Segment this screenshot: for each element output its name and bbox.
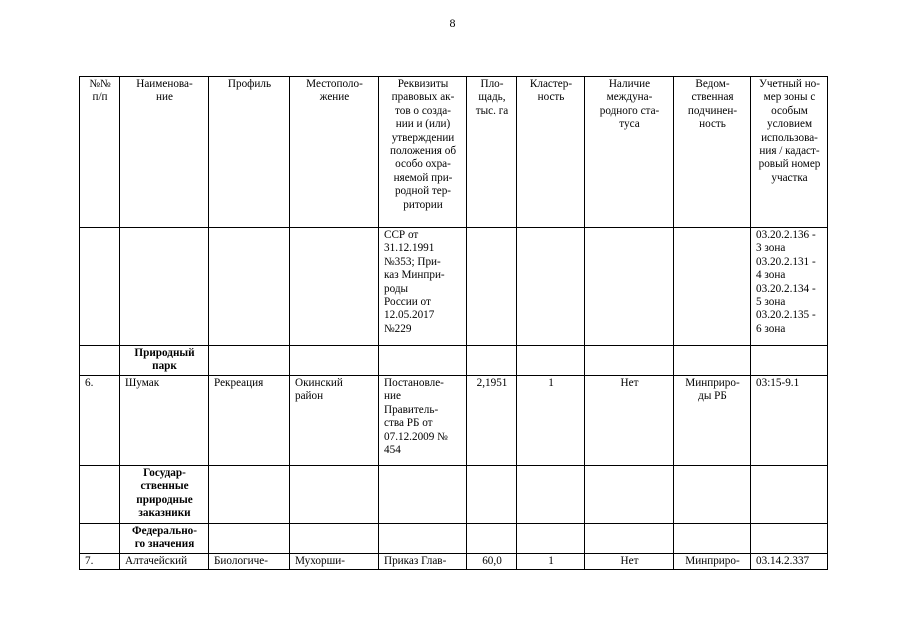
header-location: Местополо- жение (290, 77, 379, 228)
cell-location: Окинский район (290, 376, 379, 466)
cell-legal-acts: Постановле- ние Правитель- ства РБ от 07.12.2009 № 454 (379, 376, 467, 466)
cell-location: Мухорши- (290, 554, 379, 570)
cell-international-status (585, 228, 674, 346)
cell-zone-number: 03:15-9.1 (751, 376, 828, 466)
cell-legal-acts: Приказ Глав- (379, 554, 467, 570)
cell-department: Минприро- ды РБ (674, 376, 751, 466)
cell-area: 60,0 (467, 554, 517, 570)
table-row (80, 376, 828, 466)
header-profile: Профиль (209, 77, 290, 228)
cell-number: 6. (80, 376, 120, 466)
cell-international-status: Нет (585, 554, 674, 570)
cell-cluster: 1 (517, 376, 585, 466)
cell-profile (209, 228, 290, 346)
section-title: Федерально- го значения (120, 524, 209, 554)
table-row (80, 554, 828, 570)
section-row (80, 466, 828, 524)
cell-department: Минприро- (674, 554, 751, 570)
cell-zone-number: 03.20.2.136 - 3 зона 03.20.2.131 - 4 зона 03.20.2.134 - 5 зона 03.20.2.135 - 6 зона (751, 228, 828, 346)
cell-name: Алтачейский (120, 554, 209, 570)
cell-area (467, 228, 517, 346)
cell-name: Шумак (120, 376, 209, 466)
table-row (80, 228, 828, 346)
protected-areas-table (79, 76, 828, 570)
cell-number: 7. (80, 554, 120, 570)
cell-number (80, 228, 120, 346)
cell-department (674, 228, 751, 346)
header-cluster: Кластер- ность (517, 77, 585, 228)
header-area: Пло- щадь, тыс. га (467, 77, 517, 228)
header-number: №№ п/п (80, 77, 120, 228)
section-title: Государ- ственные природные заказники (120, 466, 209, 524)
cell-international-status: Нет (585, 376, 674, 466)
cell-profile: Биологиче- (209, 554, 290, 570)
cell-cluster: 1 (517, 554, 585, 570)
header-department: Ведом- ственная подчинен- ность (674, 77, 751, 228)
section-title: Природный парк (120, 346, 209, 376)
header-legal-acts: Реквизиты правовых ак- тов о созда- нии и (или) утверждении положения об особо охра- няемой при- родной тер- ритории (379, 77, 467, 228)
cell-zone-number: 03.14.2.337 (751, 554, 828, 570)
cell-name (120, 228, 209, 346)
header-international-status: Наличие междуна- родного ста- туса (585, 77, 674, 228)
cell-location (290, 228, 379, 346)
page-number: 8 (449, 16, 456, 30)
header-row (80, 77, 828, 228)
section-row (80, 346, 828, 376)
section-row (80, 524, 828, 554)
header-name: Наименова- ние (120, 77, 209, 228)
cell-legal-acts: ССР от 31.12.1991 №353; При- каз Минпри- роды России от 12.05.2017 №229 (379, 228, 467, 346)
cell-area: 2,1951 (467, 376, 517, 466)
cell-profile: Рекреация (209, 376, 290, 466)
header-zone-number: Учетный но- мер зоны с особым условием использова- ния / кадаст- ровый номер участка (751, 77, 828, 228)
cell-cluster (517, 228, 585, 346)
